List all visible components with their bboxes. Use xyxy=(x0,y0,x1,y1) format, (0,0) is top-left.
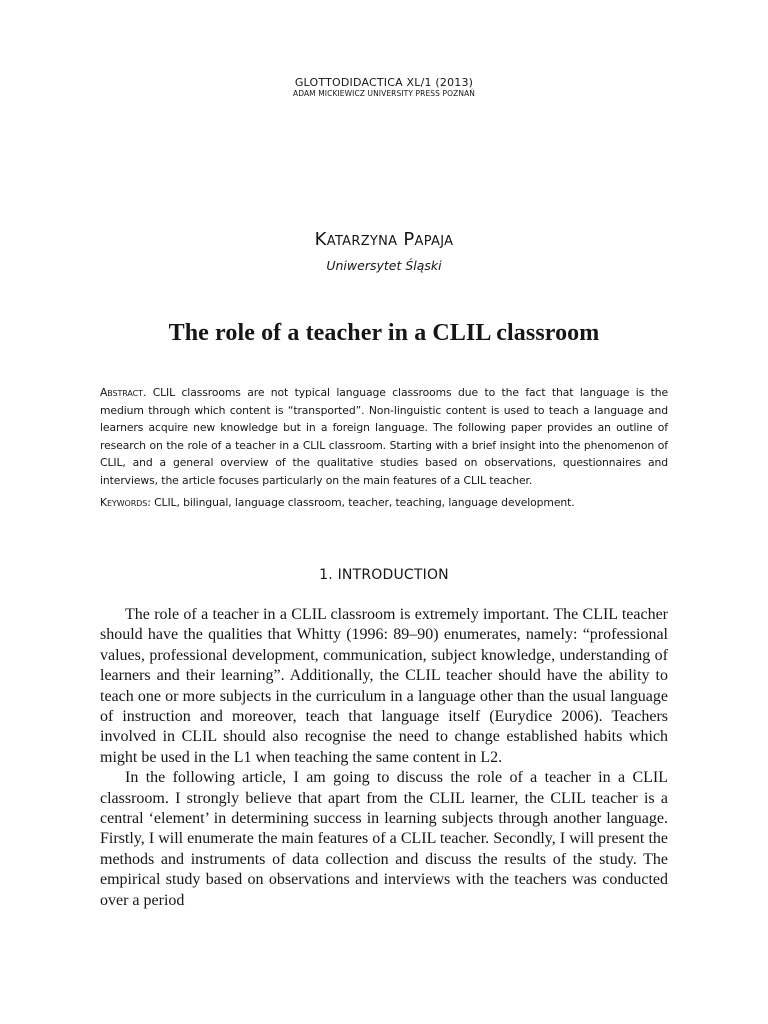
paragraph: In the following article, I am going to discuss the role of a teacher in a CLIL classroom. I strongly believe that apart from the CLIL learner, the CLIL teacher is a central ‘element’ in determining success in learning subjects through another language. Firstly, I will enumerate the main features of a CLIL teacher. Secondly, I will present the methods and instruments of data collection and discuss the results of the study. The empirical study based on observations and interviews with the teachers was conducted over a period xyxy=(100,769,668,909)
abstract-label: Abstract. xyxy=(100,386,147,399)
abstract xyxy=(100,384,668,489)
keywords-label: Keywords: xyxy=(100,496,151,509)
paragraph: The role of a teacher in a CLIL classroom is extremely important. The CLIL teacher should have the qualities that Whitty (1996: 89–90) enumerates, namely: “professional values, professional development, communication, subject knowledge, understanding of learners and their learning”. Additionally, the CLIL teacher should have the ability to teach one or more subjects in the curriculum in a language other than the usual language of instruction and moreover, teach that language itself (Eurydice 2006). Teachers involved in CLIL should also recognise the need to change established habits which might be used in the L1 when teaching the same content in L2. xyxy=(100,606,668,766)
body-text xyxy=(100,605,668,911)
keywords xyxy=(100,494,668,511)
journal-publisher: ADAM MICKIEWICZ UNIVERSITY PRESS POZNAŃ xyxy=(292,89,476,98)
author-affiliation: Uniwersytet Śląski xyxy=(326,258,442,273)
author-name: Katarzyna Papaja xyxy=(314,229,454,250)
keywords-text: CLIL, bilingual, language classroom, teacher, teaching, language development. xyxy=(154,496,575,509)
journal-name: GLOTTODIDACTICA XL/1 (2013) xyxy=(294,76,474,89)
section-heading: 1. INTRODUCTION xyxy=(319,567,449,583)
abstract-text: CLIL classrooms are not typical language classrooms due to the fact that language is the medium through which content is “transported”. Non-linguistic content is used to teach a language and learners acquire new knowledge but in a foreign language. The following paper provides an outline of research on the role of a teacher in a CLIL classroom. Starting with a brief insight into the phenomenon of CLIL, and a general overview of the qualitative studies based on observations, questionnaires and interviews, the article focuses particularly on the main features of a CLIL teacher. xyxy=(100,386,668,487)
article-title: The role of a teacher in a CLIL classroom xyxy=(168,320,600,346)
